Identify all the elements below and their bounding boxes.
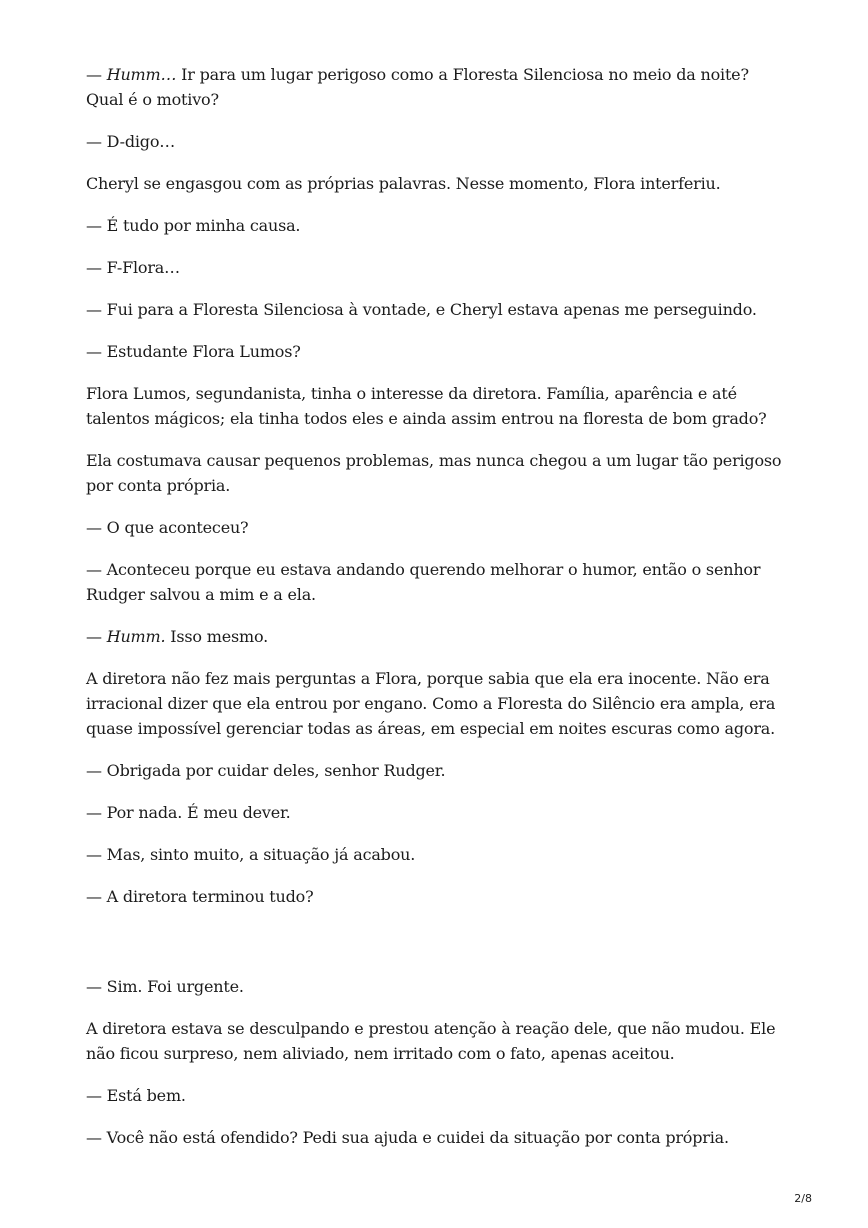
paragraph-13: A diretora não fez mais perguntas a Flora, porque sabia que ela era inocente. Não era irracional dizer que ela entrou por engano. Como a Floresta do Silêncio era ampla, era quase impossível gerenciar todas as áreas, em especial em noites escuras como agora. xyxy=(86,669,776,738)
paragraph-6: — Fui para a Floresta Silenciosa à vontade, e Cheryl estava apenas me perseguindo. xyxy=(86,300,757,319)
paragraph-8: Flora Lumos, segundanista, tinha o interesse da diretora. Família, aparência e até talentos mágicos; ela tinha todos eles e ainda assim entrou na floresta de bom grado? xyxy=(86,384,767,428)
paragraph-7: — Estudante Flora Lumos? xyxy=(86,342,301,361)
paragraph-9: Ela costumava causar pequenos problemas, mas nunca chegou a um lugar tão perigoso por conta própria. xyxy=(86,451,782,495)
paragraph-5: — F-Flora… xyxy=(86,258,180,277)
paragraph-10: — O que aconteceu? xyxy=(86,518,249,537)
paragraph-21: — Você não está ofendido? Pedi sua ajuda e cuidei da situação por conta própria. xyxy=(86,1128,729,1147)
page-number: 2/8 xyxy=(794,1192,812,1205)
paragraph-1: — Humm… Ir para um lugar perigoso como a Floresta Silenciosa no meio da noite? Qual é o motivo? xyxy=(86,65,749,109)
paragraph-20: — Está bem. xyxy=(86,1086,186,1105)
paragraph-19: A diretora estava se desculpando e prestou atenção à reação dele, que não mudou. Ele não ficou surpreso, nem aliviado, nem irritado com o fato, apenas aceitou. xyxy=(86,1019,776,1063)
paragraph-4: — É tudo por minha causa. xyxy=(86,216,301,235)
document-body xyxy=(86,62,786,1167)
paragraph-2: — D-digo… xyxy=(86,132,176,151)
paragraph-11: — Aconteceu porque eu estava andando querendo melhorar o humor, então o senhor Rudger salvou a mim e a ela. xyxy=(86,560,761,604)
paragraph-3: Cheryl se engasgou com as próprias palavras. Nesse momento, Flora interferiu. xyxy=(86,174,721,193)
paragraph-17: — A diretora terminou tudo? xyxy=(86,887,314,906)
paragraph-18: — Sim. Foi urgente. xyxy=(86,977,244,996)
paragraph-16: — Mas, sinto muito, a situação já acabou. xyxy=(86,845,416,864)
paragraph-14: — Obrigada por cuidar deles, senhor Rudger. xyxy=(86,761,446,780)
paragraph-12: — Humm. Isso mesmo. xyxy=(86,627,268,646)
paragraph-15: — Por nada. É meu dever. xyxy=(86,803,291,822)
blank-gap xyxy=(86,926,786,974)
